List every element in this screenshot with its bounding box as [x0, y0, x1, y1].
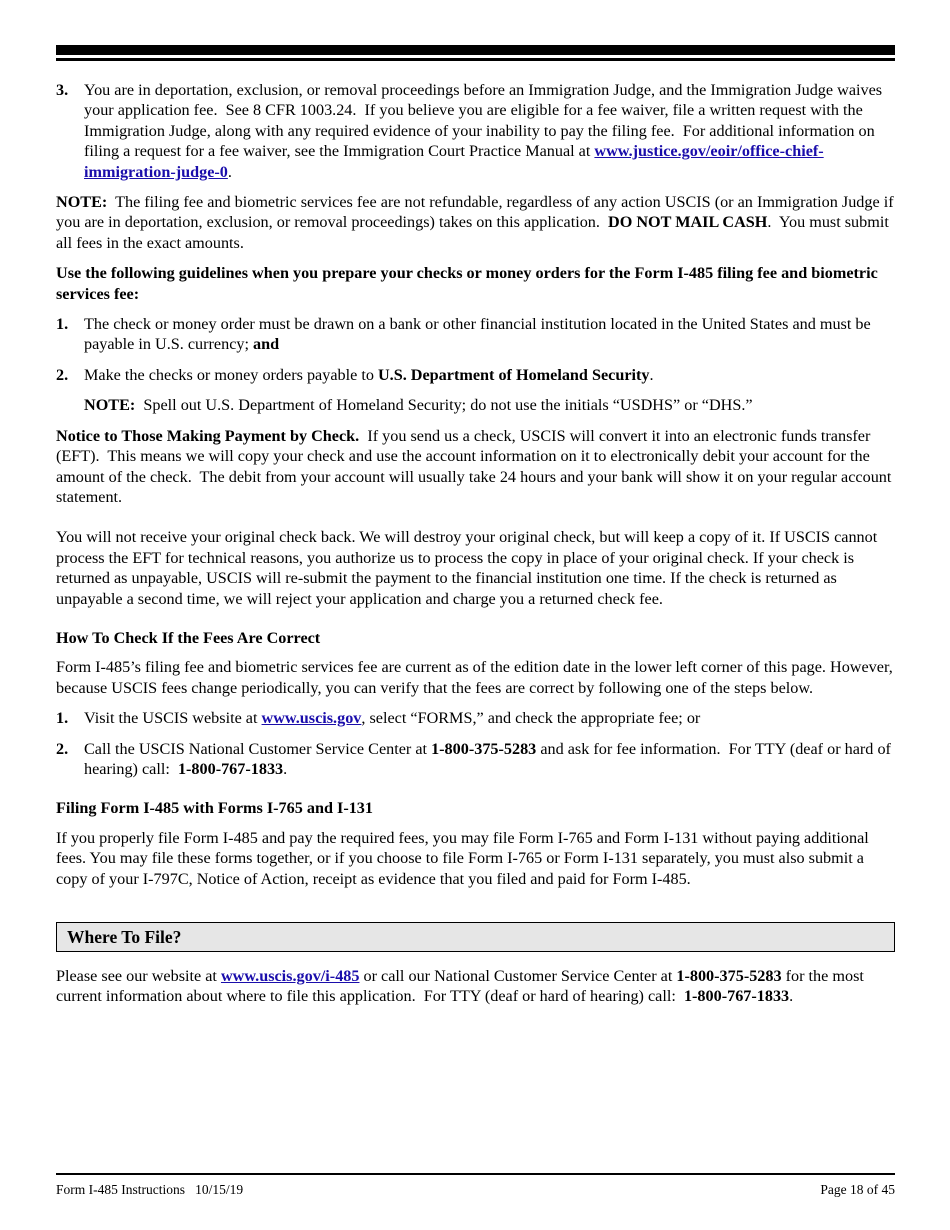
item-text-end: . — [649, 365, 654, 384]
section-title: Where To File? — [67, 927, 182, 947]
item-number: 3. — [56, 81, 69, 99]
item-text: Make the checks or money orders payable to — [84, 365, 378, 384]
payee-name: U.S. Department of Homeland Security — [377, 365, 650, 384]
item-text: Visit the USCIS website at — [84, 709, 262, 728]
form-edition: Form I-485 Instructions 10/15/19 — [56, 1182, 244, 1197]
header-rule-thick — [56, 45, 895, 55]
note-label: NOTE: — [84, 396, 136, 415]
phone-number: 1-800-375-5283 — [431, 739, 537, 758]
footer-rule — [56, 1173, 895, 1175]
original-check-paragraph: You will not receive your original check back. We will destroy your original check, but will keep a copy of it. If USCIS cannot process the EFT for technical reasons, you authorize us to process the copy in place of your original check. If your check is returned as unpayable, USCIS will re-submit the payment to the financial institution one time. If the check is returned as unpayable a second time, we will reject your application and charge you a returned check fee. — [56, 528, 878, 608]
filing-with-heading: Filing Form I-485 with Forms I-765 and I-131 — [56, 799, 373, 818]
item-number: 2. — [56, 365, 69, 384]
notice-check-payment — [56, 426, 895, 508]
item-text: Call the USCIS National Customer Service Center at — [84, 739, 432, 758]
document-body — [56, 80, 898, 1007]
header-rule-thin — [56, 58, 895, 61]
tty-number: 1-800-767-1833 — [177, 759, 284, 778]
check-fees-step-2 — [56, 739, 895, 780]
tty-number: 1-800-767-1833 — [683, 987, 790, 1006]
note-refund — [56, 192, 898, 253]
where-to-file-text — [56, 966, 895, 1007]
item-text: You are in deportation, exclusion, or removal proceedings before an Immigration Judge, and the Immigration Judge waives your application fee. See 8 CFR 1003.24. If you believe you are eligible for a fee waiver, file a written request with the Immigration Judge, along with any required evidence of your inability to pay the filing fee. For additional information on filing a request for a fee waiver, see the Immigration Court Practice Manual at — [84, 81, 887, 161]
filing-with-text: If you properly file Form I-485 and pay the required fees, you may file Form I-765 and Form I-131 without paying additional fees. You may file these forms together, or if you choose to file Form I-765 or Form I-131 separately, you must also submit a copy of your I-797C, Notice of Action, receipt as evidence that you filed and paid for Form I-485. — [56, 828, 869, 888]
guideline-item-2 — [56, 365, 895, 385]
item-number: 2. — [56, 739, 69, 758]
fee-waiver-item-3 — [56, 80, 895, 182]
check-fees-step-1 — [56, 708, 895, 728]
guideline-item-1 — [56, 314, 895, 355]
justice-link[interactable]: www.justice.gov/eoir/office-chief-immigration-judge-0 — [84, 142, 824, 181]
notice-text: If you send us a check, USCIS will convert it into an electronic funds transfer (EFT). This means we will copy your check and use the account information on it to electronically debit your account for the amount of the check. The debit from your account will usually take 24 hours and your bank will show it on your regular account statement. — [56, 426, 896, 506]
item-text-end: . — [227, 162, 232, 181]
uscis-link[interactable]: www.uscis.gov — [261, 709, 362, 728]
where-text-end: . — [789, 987, 794, 1006]
note-dhs — [56, 395, 895, 415]
where-to-file-section-header — [56, 922, 895, 952]
item-text: The check or money order must be drawn on a bank or other financial institution located in the United States and must be payable in U.S. currency; — [84, 315, 875, 354]
item-bold: and — [253, 335, 280, 354]
item-text-end: . — [283, 759, 288, 778]
page-number: Page 18 of 45 — [820, 1182, 895, 1197]
phone-number: 1-800-375-5283 — [676, 967, 782, 985]
check-fees-heading: How To Check If the Fees Are Correct — [56, 628, 321, 647]
note-text-end: . You must submit all fees in the exact amounts. — [56, 213, 893, 252]
item-number: 1. — [56, 315, 69, 334]
no-cash-warning: DO NOT MAIL CASH — [608, 213, 768, 232]
note-label: NOTE: — [56, 193, 108, 212]
note-text: The filing fee and biometric services fee are not refundable, regardless of any action USCIS (or an Immigration Judge if you are in deportation, exclusion, or removal proceedings) takes on this application. — [56, 193, 898, 232]
where-text: for the most current information about where to file this application. For TTY (deaf or hard of hearing) call: — [56, 967, 868, 1006]
item-text: and ask for fee information. For TTY (deaf or hard of hearing) call: — [84, 739, 895, 778]
i485-link[interactable]: www.uscis.gov/i-485 — [220, 967, 360, 985]
item-number: 1. — [56, 709, 69, 728]
notice-label: Notice to Those Making Payment by Check. — [56, 426, 360, 445]
where-text: Please see our website at — [56, 967, 221, 985]
guidelines-heading: Use the following guidelines when you prepare your checks or money orders for the Form I-485 filing fee and biometric services fee: — [56, 264, 878, 303]
where-text: or call our National Customer Service Center at — [359, 967, 677, 985]
item-text-end: , select “FORMS,” and check the appropriate fee; or — [361, 709, 701, 728]
note-text: Spell out U.S. Department of Homeland Security; do not use the initials “USDHS” or “DHS.” — [135, 396, 753, 415]
check-fees-intro: Form I-485’s filing fee and biometric services fee are current as of the edition date in the lower left corner of this page. However, because USCIS fees change periodically, you can verify that the fees are correct by following one of the steps below. — [56, 658, 893, 697]
